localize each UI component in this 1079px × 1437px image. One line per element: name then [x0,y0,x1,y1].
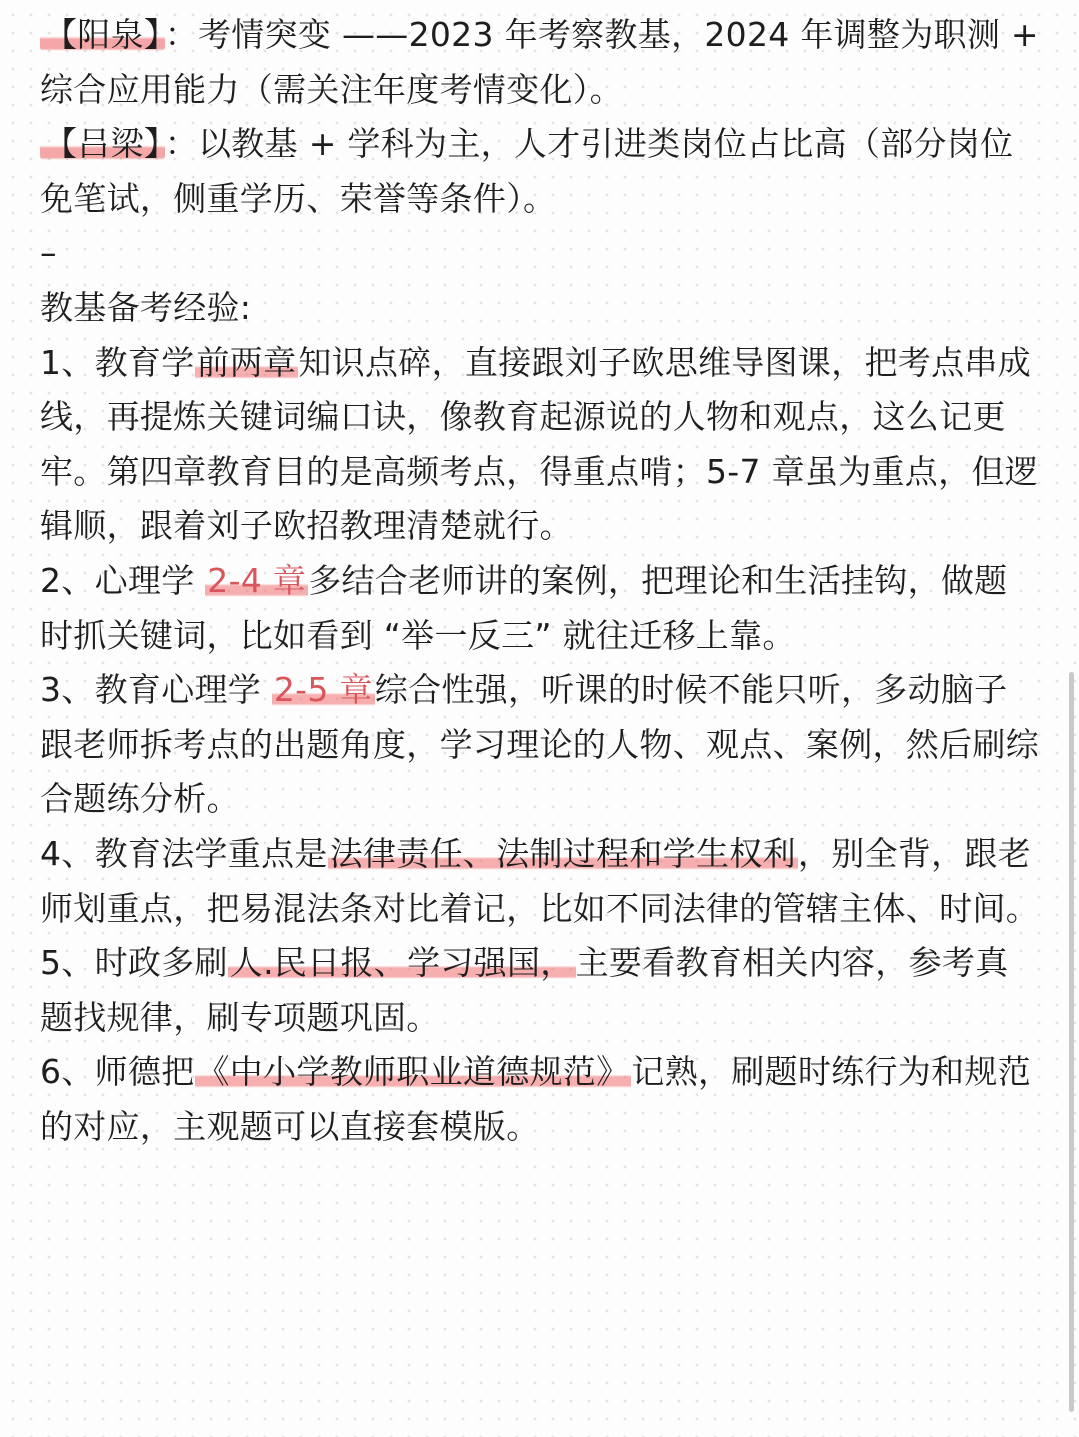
tip-item-1 [40,336,1040,554]
tip-item-3-prefix: 3、教育心理学 [40,670,272,710]
tip-item-5-prefix: 5、时政多刷 [40,943,228,983]
tip-item-3-text: 综合性强，听课的时候不能只听，多动脑子跟老师拆考点的出题角度，学习理论的人物、观点、案例，然后刷综合题练分析。 [40,670,1039,819]
tip-item-4-highlight: 法律责任、法制过程和学生权利 [329,833,796,873]
tip-item-5-text: 主要看教育相关内容，参考真题找规律，刷专项题巩固。 [40,943,1009,1037]
tip-item-3 [40,663,1040,827]
tip-item-2-prefix: 2、心理学 [40,560,206,600]
region-tag-lvliang: 【吕梁】 [40,124,165,163]
tip-item-6-prefix: 6、师德把 [40,1052,195,1092]
tip-item-6-text: 记熟，刷题时练行为和规范的对应，主观题可以直接套模版。 [40,1052,1032,1146]
tip-item-4 [40,827,1040,936]
tip-item-4-prefix: 4、教育法学重点是 [40,833,328,873]
region-tag-yangquan: 【阳泉】 [40,15,165,54]
scrollbar[interactable] [1069,672,1074,1412]
region-text-yangquan: ：考情突变 ——2023 年考察教基，2024 年调整为职测 + 综合应用能力（需关注年度考情变化）。 [40,15,1039,109]
tip-item-5 [40,936,1040,1045]
tip-item-2 [40,554,1040,663]
tip-item-3-highlight: 2-5 章 [273,670,373,710]
separator: – [40,233,57,273]
tip-item-1-text: 知识点碎，直接跟刘子欧思维导图课，把考点串成线，再提炼关键词编口诀，像教育起源说的人物和观点，这么记更牢。第四章教育目的是高频考点，得重点啃；5-7 章虽为重点，但逻辑顺，跟着刘子欧招教理清楚就行。 [40,342,1038,546]
tip-item-1-highlight: 前两章 [196,342,297,382]
tip-item-6 [40,1045,1040,1154]
tip-item-2-text: 多结合老师讲的案例，把理论和生活挂钩，做题时抓关键词，比如看到 “举一反三” 就往迁移上靠。 [40,560,1008,655]
tip-item-5-highlight: 人.民日报、学习强国， [229,943,574,983]
note-content [40,8,1040,1154]
tip-item-1-prefix: 1、教育学 [40,342,195,382]
region-yangquan [40,8,1040,117]
region-lvliang [40,117,1040,226]
section-title: 教基备考经验: [40,287,252,327]
tip-item-6-highlight: 《中小学教师职业道德规范》 [196,1052,630,1092]
tip-item-4-text: ，别全背，跟老师划重点，把易混法条对比着记，比如不同法律的管辖主体、时间。 [40,833,1039,928]
tip-item-2-highlight: 2-4 章 [207,560,307,600]
region-text-lvliang: ：以教基 + 学科为主，人才引进类岗位占比高（部分岗位免笔试，侧重学历、荣誉等条件）。 [40,124,1014,218]
